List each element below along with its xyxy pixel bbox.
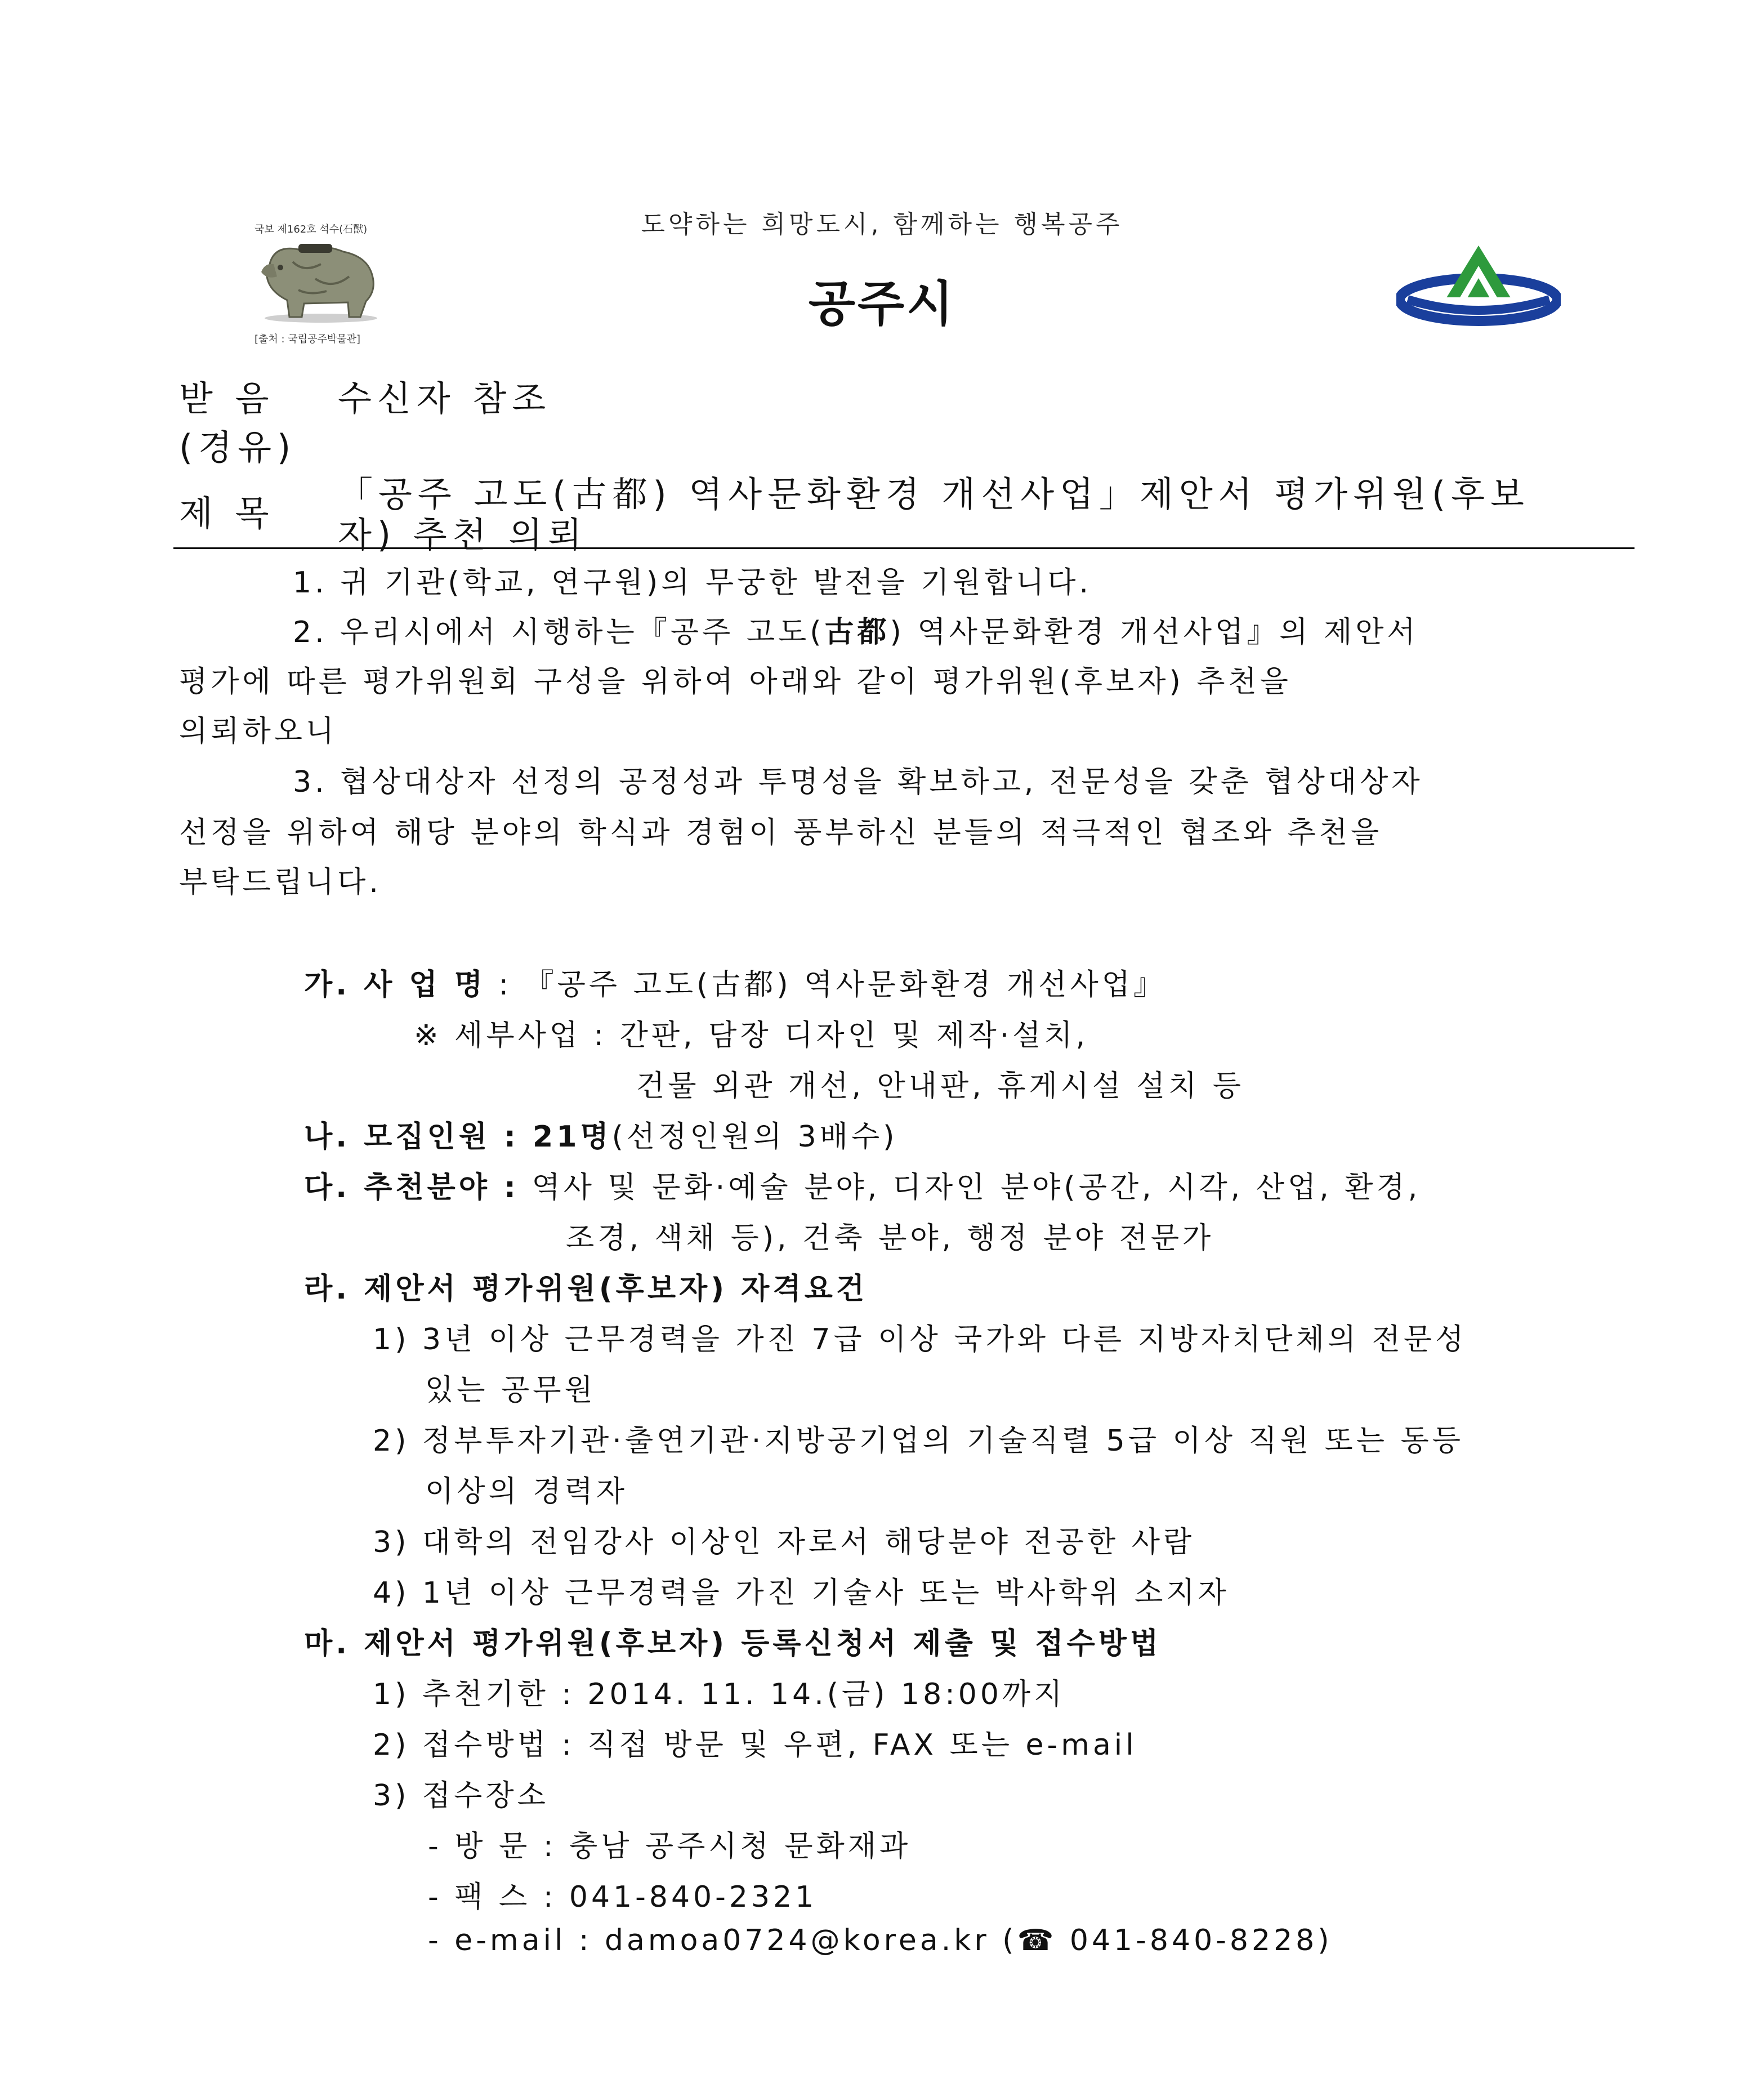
city-slogan: 도약하는 희망도시, 함께하는 행복공주 (641, 210, 1123, 239)
subject-line-1: 「공주 고도(古都) 역사문화환경 개선사업」제안서 평가위원(후보 (338, 474, 1530, 515)
header-divider (173, 547, 1635, 549)
paragraph-3-line-3: 부탁드립니다. (179, 866, 382, 899)
item-ga-value: : 『공주 고도(古都) 역사문화환경 개선사업』 (498, 968, 1166, 1002)
item-ma-3: 3) 접수장소 (373, 1779, 549, 1813)
item-da (304, 1163, 1421, 1206)
paragraph-2-line-1 (293, 608, 1419, 650)
org-title: 공주시 (808, 276, 956, 332)
item-ra-1a: 1) 3년 이상 근무경력을 가진 7급 이상 국가와 다른 지방자치단체의 전문성 (373, 1323, 1467, 1357)
item-ma-3c: - e-mail : damoa0724@korea.kr (☎ 041-840-8228) (428, 1924, 1333, 1957)
city-logo-svg (1396, 237, 1561, 338)
item-ra-4: 4) 1년 이상 근무경력을 가진 기술사 또는 박사학위 소지자 (373, 1576, 1230, 1610)
subject-label: 제 목 (179, 493, 275, 534)
emblem-caption-top: 국보 제162호 석수(石獸) (254, 224, 368, 235)
p2-text-a: 2. 우리시에서 시행하는『공주 고도( (293, 615, 825, 649)
via-label: (경유) (179, 427, 297, 468)
item-da-value-1: 역사 및 문화·예술 분야, 디자인 분야(공간, 시각, 산업, 환경, (532, 1171, 1421, 1205)
item-na-label: 나. 모집인원 : 21명 (304, 1120, 612, 1154)
city-logo-icon (1396, 237, 1561, 338)
recipient-label: 받 음 (179, 378, 275, 419)
subject-line-2: 자) 추천 의뢰 (338, 514, 588, 555)
item-ga (304, 961, 1166, 1003)
item-da-value-2: 조경, 색채 등), 건축 분야, 행정 분야 전문가 (566, 1221, 1214, 1255)
item-ga-note-1: ※ 세부사업 : 간판, 담장 디자인 및 제작·설치, (414, 1019, 1089, 1052)
item-ra-label: 라. 제안서 평가위원(후보자) 자격요건 (304, 1272, 868, 1306)
item-ra-2b: 이상의 경력자 (425, 1475, 628, 1509)
p2-text-b: ) 역사문화환경 개선사업』의 제안서 (890, 615, 1419, 649)
paragraph-3-line-2: 선정을 위하여 해당 분야의 학식과 경험이 풍부하신 분들의 적극적인 협조와 추천을 (179, 816, 1383, 850)
item-ma-3b: - 팩 스 : 041-840-2321 (428, 1880, 818, 1914)
item-ma-label: 마. 제안서 평가위원(후보자) 등록신청서 제출 및 접수방법 (304, 1627, 1162, 1661)
item-na (304, 1113, 897, 1155)
item-ga-label: 가. 사 업 명 (304, 968, 486, 1002)
item-ma-1: 1) 추천기한 : 2014. 11. 14.(금) 18:00까지 (373, 1678, 1066, 1711)
item-ga-note-2: 건물 외관 개선, 안내판, 휴게시설 설치 등 (636, 1069, 1244, 1103)
item-ma-3a: - 방 문 : 충남 공주시청 문화재과 (428, 1830, 912, 1863)
paragraph-3-line-1: 3. 협상대상자 선정의 공정성과 투명성을 확보하고, 전문성을 갖춘 협상대상자 (293, 765, 1423, 799)
paragraph-2-line-3: 의뢰하오니 (179, 715, 338, 748)
item-na-value: (선정인원의 3배수) (611, 1120, 898, 1154)
recipient-value: 수신자 참조 (338, 378, 552, 419)
item-ra-3: 3) 대학의 전임강사 이상인 자로서 해당분야 전공한 사람 (373, 1525, 1195, 1559)
item-ma-2: 2) 접수방법 : 직접 방문 및 우편, FAX 또는 e-mail (373, 1728, 1137, 1762)
p2-text-bold: 古都 (824, 615, 890, 649)
item-da-label: 다. 추천분야 : (304, 1171, 519, 1205)
paragraph-1: 1. 귀 기관(학교, 연구원)의 무궁한 발전을 기원합니다. (293, 566, 1092, 600)
emblem-caption-bottom: [출처 : 국립공주박물관] (254, 333, 361, 345)
paragraph-2-line-2: 평가에 따른 평가위원회 구성을 위하여 아래와 같이 평가위원(후보자) 추천을 (179, 665, 1292, 699)
item-ra-2a: 2) 정부투자기관·출연기관·지방공기업의 기술직렬 5급 이상 직원 또는 동등 (373, 1424, 1464, 1458)
item-ra-1b: 있는 공무원 (425, 1373, 596, 1407)
